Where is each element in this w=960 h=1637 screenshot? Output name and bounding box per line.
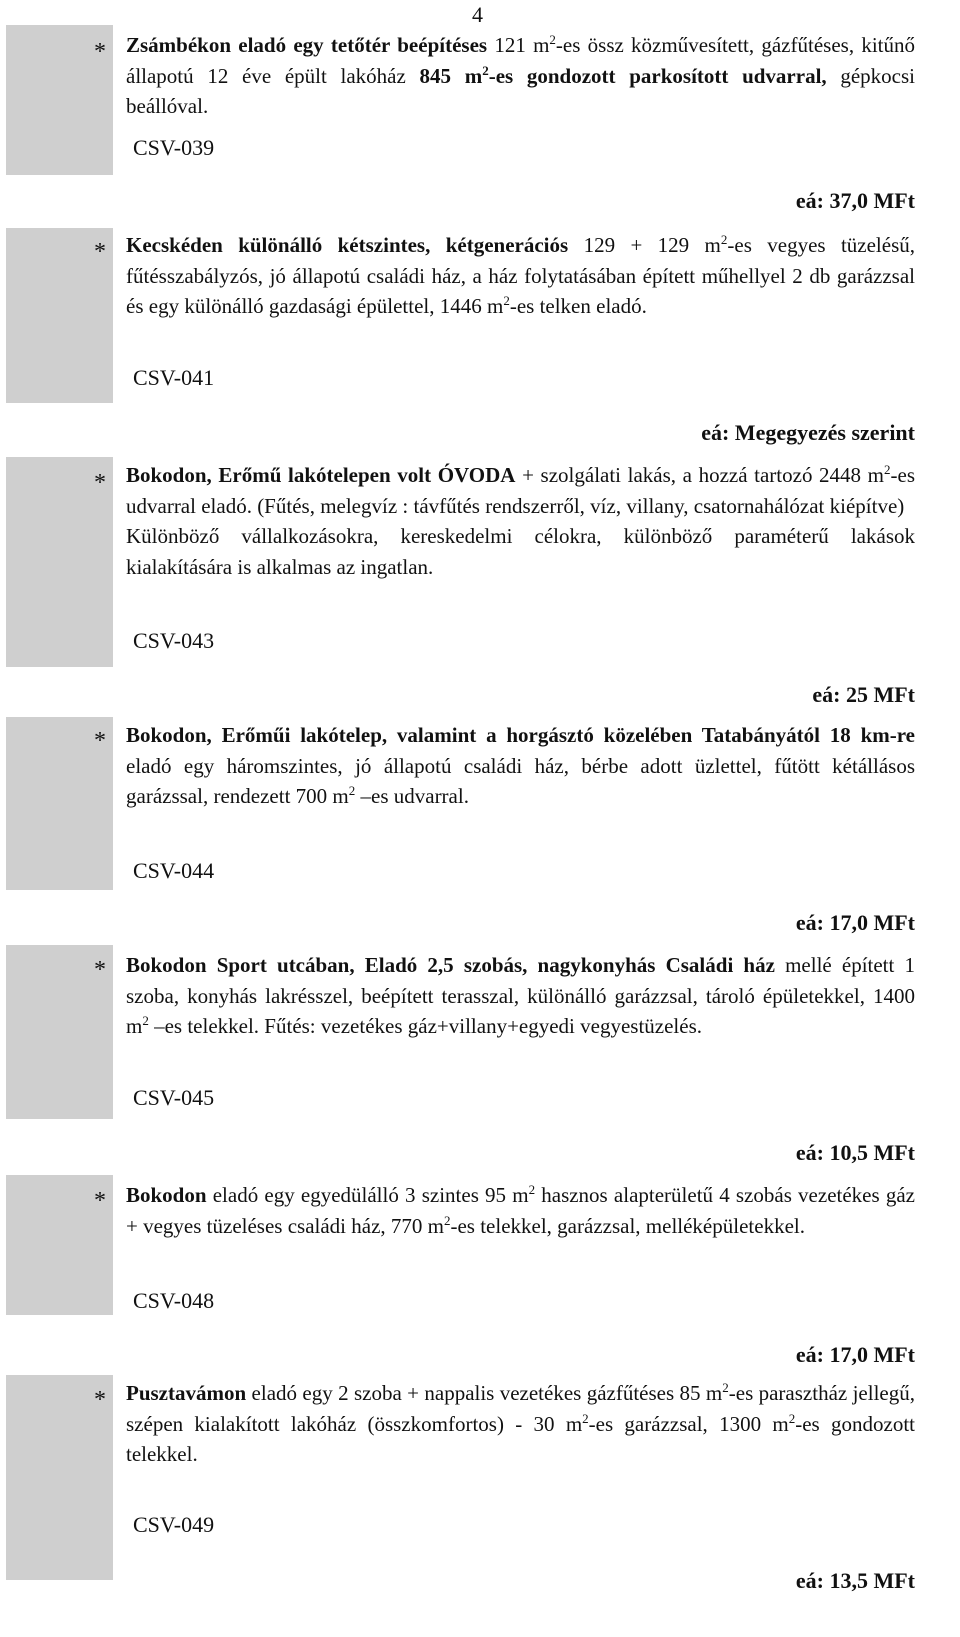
listing-description	[126, 1378, 915, 1470]
description-segment: -es telekkel, garázzsal, melléképületekkel.	[450, 1213, 805, 1238]
bullet-asterisk-icon: *	[94, 470, 106, 496]
description-segment: -es udvarral eladó. (Fűtés, melegvíz : távfűtés rendszerről, víz, villany, csatornahálózat kiépítve)	[126, 463, 916, 518]
description-segment: –es udvarral.	[355, 784, 469, 808]
superscript: 2	[722, 1380, 729, 1395]
listing-description	[126, 230, 915, 322]
description-segment: Pusztavámon	[126, 1381, 247, 1405]
description-segment: Bokodon	[126, 1183, 207, 1207]
listing-description	[126, 460, 915, 582]
description-segment: eladó egy egyedülálló 3 szintes 95 m	[206, 1183, 529, 1207]
superscript: 2	[788, 1410, 796, 1426]
listing-code: CSV-044	[133, 858, 215, 883]
listing-code: CSV-039	[133, 135, 215, 160]
listing-price: eá: 13,5 MFt	[795, 1568, 915, 1593]
listing-description	[126, 950, 915, 1042]
description-segment: -es garázzsal, 1300 m	[588, 1411, 789, 1436]
superscript: 2	[720, 232, 728, 247]
description-segment: –es telekkel. Fűtés: vezetékes gáz+villany+egyedi vegyestüzelés.	[148, 1014, 703, 1038]
listing-price: eá: 17,0 MFt	[795, 1342, 915, 1367]
superscript: 2	[549, 32, 556, 47]
listing-description	[126, 1180, 915, 1241]
description-segment: Zsámbékon eladó egy tetőtér beépítéses	[126, 33, 488, 57]
description-segment: Bokodon, Erőmű lakótelepen volt ÓVODA	[126, 463, 516, 487]
listing-price: eá: 25 MFt	[812, 682, 915, 707]
description-segment: -es parasztház jellegű, szépen kialakított lakóház (összkomfortos) - 30 m	[126, 1381, 915, 1436]
listing-code: CSV-041	[133, 365, 215, 390]
description-segment: hasznos alapterületű 4 szobás vezetékes gáz + vegyes tüzeléses családi ház, 770 m	[126, 1183, 915, 1238]
superscript: 2	[582, 1410, 589, 1426]
bullet-asterisk-icon: *	[94, 239, 106, 265]
description-segment: -es telken eladó.	[509, 294, 647, 318]
description-segment: eladó egy 2 szoba + nappalis vezetékes gázfűtéses 85 m	[246, 1381, 723, 1405]
description-segment: -es gondozott parkosított udvarral,	[488, 63, 827, 88]
bullet-asterisk-icon: *	[94, 1387, 106, 1413]
bullet-asterisk-icon: *	[94, 957, 106, 983]
description-segment: -es össz közművesített, gázfűtéses, kitűnő állapotú 12 éve épült lakóház	[126, 33, 915, 88]
superscript: 2	[503, 293, 510, 308]
superscript: 2	[348, 783, 356, 798]
bullet-asterisk-icon: *	[94, 39, 106, 65]
listing-code: CSV-049	[133, 1512, 215, 1537]
listing-code: CSV-043	[133, 628, 215, 653]
listing-code: CSV-048	[133, 1288, 215, 1313]
description-segment: 845 m	[419, 63, 483, 88]
page-number: 4	[472, 2, 483, 27]
description-segment: gépkocsi beállóval.	[126, 63, 916, 118]
description-segment: Bokodon Sport utcában, Eladó 2,5 szobás, nagykonyhás Családi ház	[126, 953, 775, 977]
description-segment: mellé épített 1 szoba, konyhás lakrésszel, beépített terasszal, különálló garázzsal, tároló épületekkel, 1400 m	[126, 953, 916, 1038]
description-segment: eladó egy háromszintes, jó állapotú családi ház, bérbe adott üzlettel, fűtött kétállásos garázssal, rendezett 700 m	[126, 753, 915, 808]
description-segment: Különböző vállalkozásokra, kereskedelmi célokra, különböző paraméterű lakások kialakítására is alkalmas az ingatlan.	[126, 524, 915, 579]
listing-description	[126, 30, 915, 122]
listing-price: eá: 17,0 MFt	[795, 910, 915, 935]
description-segment: Bokodon, Erőműi lakótelep, valamint a horgásztó közelében Tatabányától 18 km-re	[126, 723, 915, 747]
listing-price: eá: 37,0 MFt	[795, 188, 915, 213]
listing-price: eá: 10,5 MFt	[795, 1140, 915, 1165]
listing-description	[126, 720, 915, 812]
description-segment: + szolgálati lakás, a hozzá tartozó 2448 m	[515, 463, 885, 487]
bullet-asterisk-icon: *	[94, 728, 106, 754]
listing-price: eá: Megegyezés szerint	[701, 420, 915, 445]
listing-code: CSV-045	[133, 1085, 215, 1110]
description-segment: Kecskéden különálló kétszintes, kétgenerációs	[126, 233, 569, 257]
superscript: 2	[528, 1182, 536, 1197]
superscript: 2	[142, 1013, 149, 1028]
superscript: 2	[443, 1212, 451, 1228]
description-segment: -es gondozott telekkel.	[126, 1411, 915, 1466]
superscript: 2	[482, 62, 489, 78]
superscript: 2	[884, 462, 891, 477]
bullet-asterisk-icon: *	[94, 1188, 106, 1214]
description-segment: 129 + 129 m	[568, 233, 721, 257]
description-segment: -es vegyes tüzelésű, fűtésszabályzós, jó állapotú családi ház, a ház folytatásában épített műhellyel 2 db garázzsal és egy különálló gazdasági épülettel, 1446 m	[126, 233, 915, 318]
description-segment: 121 m	[487, 33, 550, 57]
